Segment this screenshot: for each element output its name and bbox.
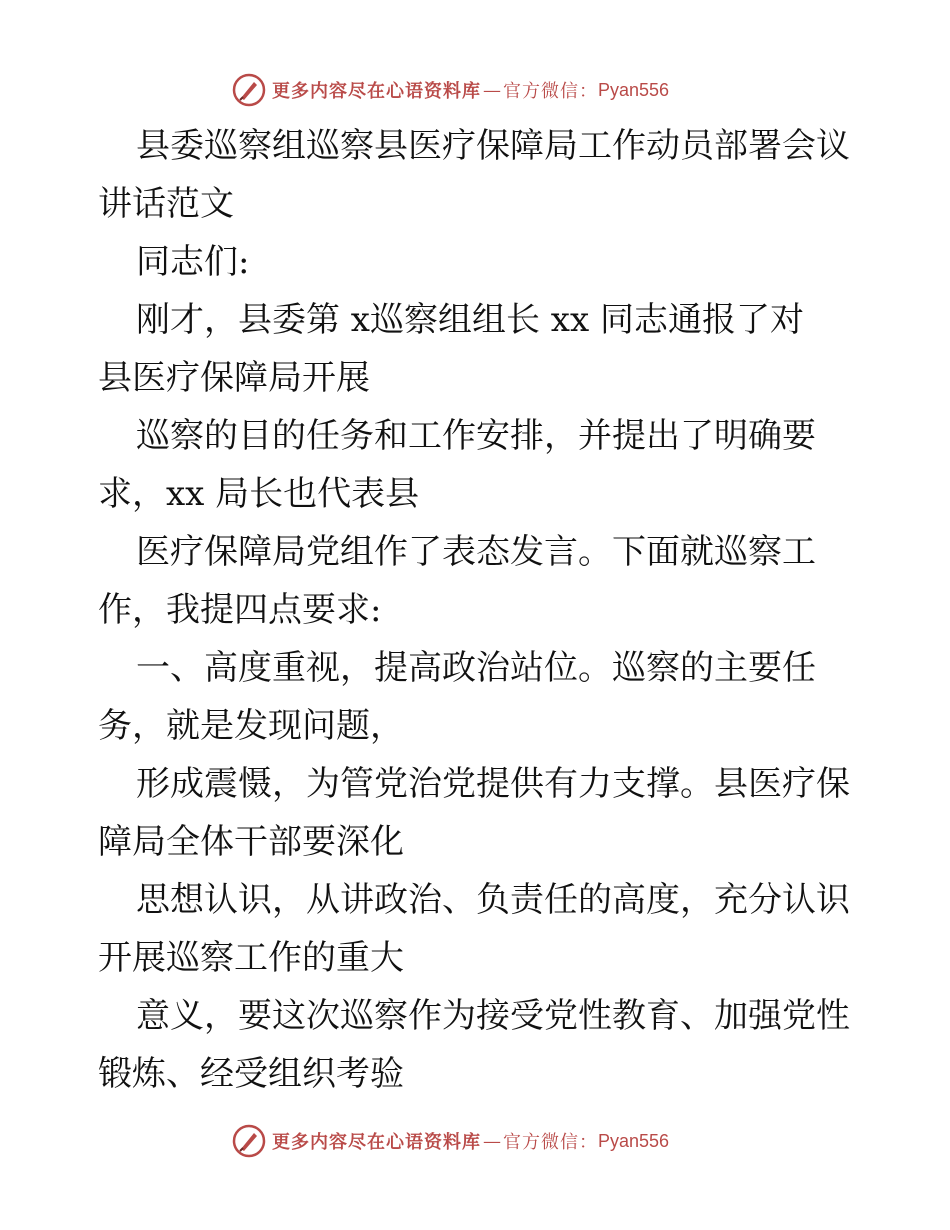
header-watermark <box>232 70 669 110</box>
text-line: 讲话范文 <box>98 184 234 224</box>
text-line: 锻炼、经受组织考验 <box>98 1054 404 1094</box>
feather-pen-logo-icon <box>232 73 266 107</box>
watermark-dash: — <box>483 1130 501 1152</box>
text-line: 巡察的目的任务和工作安排，并提出了明确要 <box>136 416 816 456</box>
text-line: 同志们: <box>136 242 250 282</box>
text-line: 求，xx 局长也代表县 <box>98 474 420 514</box>
text-line: 意义，要这次巡察作为接受党性教育、加强党性 <box>136 996 850 1036</box>
text-line: 务，就是发现问题， <box>98 706 404 746</box>
watermark-site-text: 更多内容尽在心语资料库 <box>272 81 481 102</box>
watermark-wechat-label: 官方微信： <box>503 1132 598 1153</box>
text-line: 刚才，县委第 x巡察组组长 xx 同志通报了对 <box>136 300 804 340</box>
watermark-wechat-label: 官方微信： <box>503 81 598 102</box>
text-line: 作，我提四点要求: <box>98 590 382 630</box>
text-line: 县委巡察组巡察县医疗保障局工作动员部署会议 <box>136 126 850 166</box>
feather-pen-logo-icon <box>232 1124 266 1158</box>
text-line: 思想认识，从讲政治、负责任的高度，充分认识 <box>136 880 850 920</box>
text-line: 医疗保障局党组作了表态发言。下面就巡察工 <box>136 532 816 572</box>
watermark-wechat-id: Pyan556 <box>598 1130 670 1151</box>
watermark-dash: — <box>483 79 501 101</box>
footer-watermark <box>232 1121 669 1161</box>
text-line: 一、高度重视，提高政治站位。巡察的主要任 <box>136 648 816 688</box>
watermark-site-text: 更多内容尽在心语资料库 <box>272 1132 481 1153</box>
document-body <box>98 117 858 1103</box>
watermark-wechat-id: Pyan556 <box>598 79 670 100</box>
text-line: 开展巡察工作的重大 <box>98 938 404 978</box>
text-line: 县医疗保障局开展 <box>98 358 370 398</box>
text-line: 障局全体干部要深化 <box>98 822 404 862</box>
text-line: 形成震慑，为管党治党提供有力支撑。县医疗保 <box>136 764 850 804</box>
